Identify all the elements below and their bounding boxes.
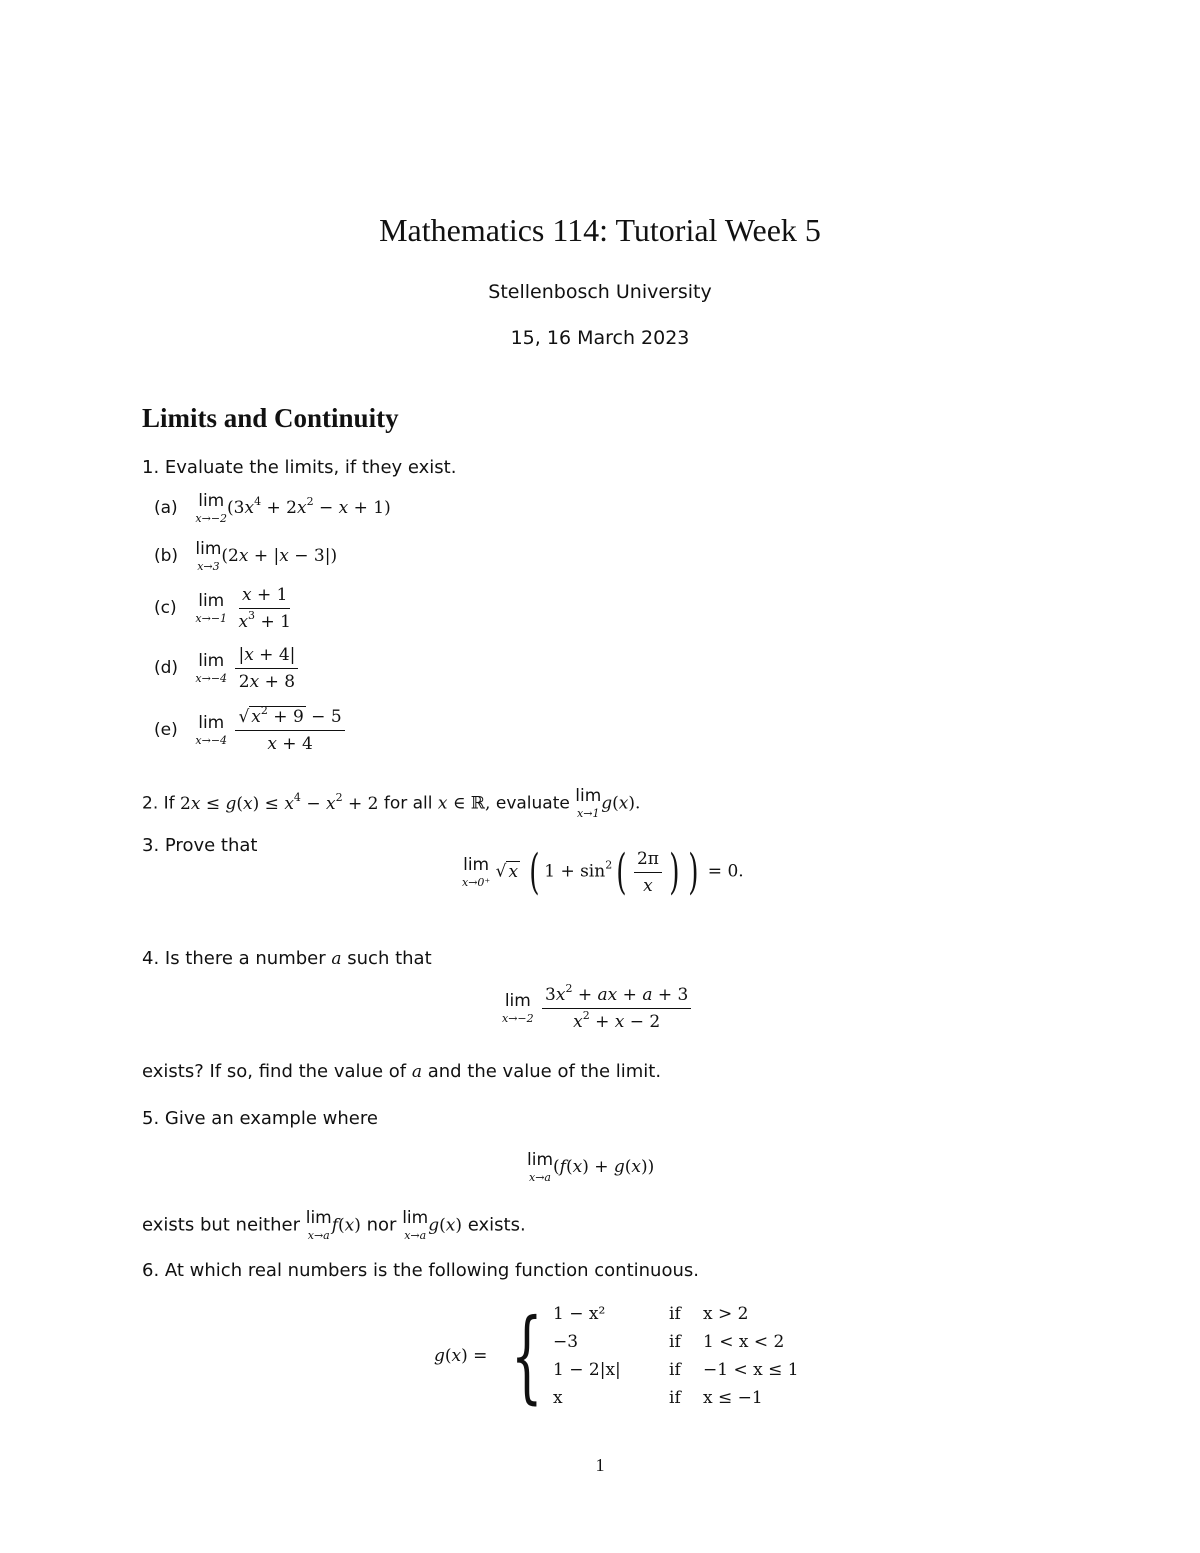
question-3-equation: lim x→0⁺ √ x ( $1 + \sin^2$( $\frac{2\pi}{x}$ ) ) = 0. xyxy=(462,844,744,900)
item-label: (e) xyxy=(154,720,178,740)
question-1b: (b) lim x→3 (2x + |x − 3|) xyxy=(154,539,338,573)
item-label: (d) xyxy=(154,658,179,678)
question-1e: (e) lim x→−4 $\frac{√ x^2 + 9 - 5}{x + 4}$ xyxy=(154,707,348,754)
question-3: 3. Prove that xyxy=(142,835,258,856)
date: 15, 16 March 2023 xyxy=(510,327,690,349)
case-cond: x > 2 xyxy=(703,1304,749,1324)
q4-after: exists? If so, find the value of xyxy=(142,1061,407,1082)
question-1a: (a) lim x→−2 $(3x^4 + 2x^2 - x + 1)$ xyxy=(154,491,391,525)
case-expr: 1 − 2|x| xyxy=(553,1360,621,1380)
q2-text-end: evaluate xyxy=(495,793,570,814)
case-if: if xyxy=(669,1332,681,1352)
page-number: 1 xyxy=(595,1455,605,1475)
case-if: if xyxy=(669,1360,681,1380)
item-label: (b) xyxy=(154,546,179,566)
question-4-equation: lim x→−2 $\frac{3x^2 + ax + a + 3}{x^2 + x - 2}$ xyxy=(502,985,694,1032)
question-5-equation: lim x→a (f(x) + g(x)) xyxy=(527,1150,655,1184)
item-label: (a) xyxy=(154,498,178,518)
item-label: (c) xyxy=(154,598,177,618)
question-5: 5. Give an example where xyxy=(142,1108,378,1129)
page-title: Mathematics 114: Tutorial Week 5 xyxy=(379,212,821,248)
case-cond: x ≤ −1 xyxy=(703,1388,763,1408)
case-expr: 1 − x² xyxy=(553,1304,606,1324)
question-6: 6. At which real numbers is the following function continuous. xyxy=(142,1260,699,1281)
question-1c: (c) lim x→−1 $\frac{x + 1}{x^3 + 1}$ xyxy=(154,585,291,632)
piecewise-function: g(x) = { 1 − x² if x > 2 −3 if 1 < x < 2 1 − 2|x| if −1 < x ≤ 1 x if x ≤ −1 xyxy=(434,1297,799,1414)
case-expr: x xyxy=(553,1388,563,1408)
q2-text-mid: for all xyxy=(383,793,433,814)
cases-table xyxy=(553,1300,799,1412)
section-heading: Limits and Continuity xyxy=(142,403,399,433)
question-4-after: exists? If so, find the value of a and the value of the limit. xyxy=(142,1061,662,1082)
institution: Stellenbosch University xyxy=(488,281,712,303)
case-cond: −1 < x ≤ 1 xyxy=(703,1360,799,1380)
q4-text-b: such that xyxy=(347,948,432,969)
q5-after-b: nor xyxy=(366,1214,397,1236)
question-5-after: exists but neither lim x→a f(x) nor lim x→a g(x) exists. xyxy=(142,1208,526,1242)
question-4: 4. Is there a number a such that xyxy=(142,948,432,969)
question-1: 1. Evaluate the limits, if they exist. xyxy=(142,457,457,478)
q2-text-start: 2. If xyxy=(142,793,175,814)
case-if: if xyxy=(669,1304,681,1324)
case-cond: 1 < x < 2 xyxy=(703,1332,785,1352)
case-expr: −3 xyxy=(553,1332,579,1352)
q5-after-a: exists but neither xyxy=(142,1214,300,1236)
question-1d: (d) lim x→−4 $\frac{|x + 4|}{2x + 8}$ xyxy=(154,645,301,692)
case-if: if xyxy=(669,1388,681,1408)
q4-text: 4. Is there a number xyxy=(142,948,326,969)
q4-after-b: and the value of the limit. xyxy=(427,1061,662,1082)
q5-after-c: exists. xyxy=(467,1214,526,1236)
question-2: 2. If $2x \le g(x) \le x^4 - x^2 + 2$ for all x ∈ ℝ, evaluate lim x→1 g(x). xyxy=(142,786,641,820)
